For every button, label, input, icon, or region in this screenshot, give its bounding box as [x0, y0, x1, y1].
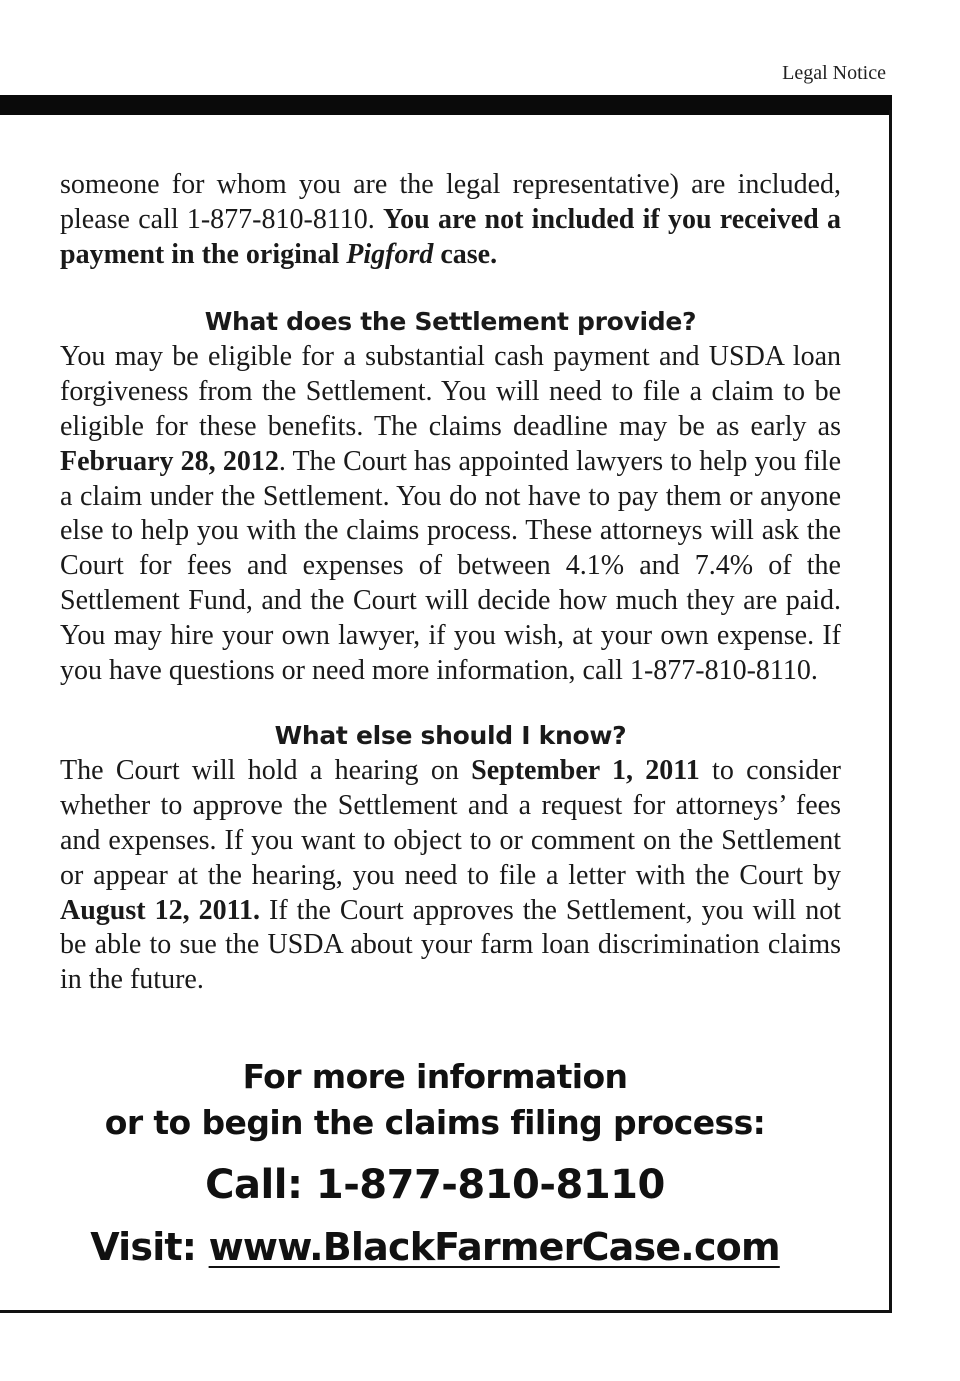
section-heading-settlement: What does the Settlement provide?	[204, 307, 697, 337]
intro-bold: You are not included if you received a payment in the original Pigford case.	[60, 203, 841, 270]
hearing-date: September 1, 2011	[471, 755, 700, 787]
website-link[interactable]: www.BlackFarmerCase.com	[208, 1225, 780, 1269]
intro-text: someone for whom you are the legal representative) are included, please call 1-877-810-8110.	[60, 169, 841, 235]
case-name: Pigford	[346, 238, 434, 270]
notice-body	[60, 168, 841, 998]
cta-phone: Call: 1-877-810-8110	[205, 1162, 665, 1208]
objection-deadline: August 12, 2011.	[60, 894, 261, 926]
section-heading-know: What else should I know?	[274, 721, 627, 751]
visit-label: Visit:	[90, 1225, 209, 1269]
know-paragraph: The Court will hold a hearing on September 1, 2011 to consider whether to approve the Settlement and a request for attorneys’ fees and expenses. If you want to object to or comment on the Settlement or appear at the hearing, you need to file a letter with the Court by August 12, 2011. If the Court approves the Settlement, you will not be able to sue the USDA about your farm loan discrimination claims in the future.	[60, 755, 841, 996]
intro-paragraph	[60, 168, 841, 272]
cta-line-1: For more information	[242, 1057, 628, 1096]
header-label: Legal Notice	[782, 62, 886, 84]
cta-visit	[60, 1222, 810, 1272]
cta-line-2: or to begin the claims filing process:	[104, 1103, 766, 1142]
settlement-paragraph: You may be eligible for a substantial cash payment and USDA loan forgiveness from the Settlement. You will need to file a claim to be eligible for these benefits. The claims deadline may be as early as February 28, 2012. The Court has appointed lawyers to help you file a claim under the Settlement. You do not have to pay them or anyone else to help you with the claims process. These attorneys will ask the Court for fees and expenses of between 4.1% and 7.4% of the Settlement Fund, and the Court will decide how much they are paid. You may hire your own lawyer, if you wish, at your own expense. If you have questions or need more information, call 1-877-810-8110.	[60, 341, 841, 686]
claims-deadline: February 28, 2012	[60, 445, 279, 477]
